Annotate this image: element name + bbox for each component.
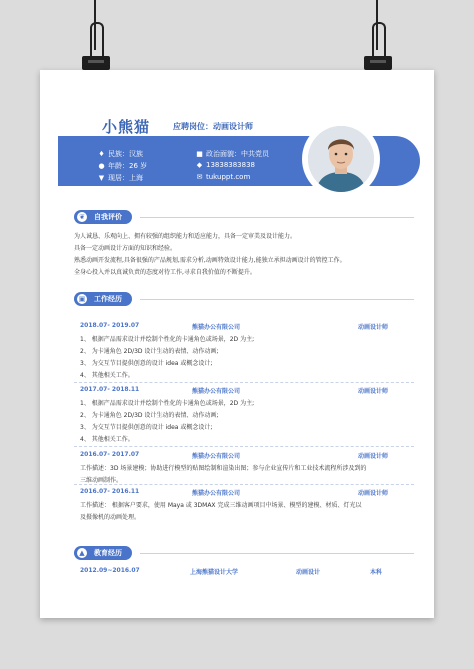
- job-company: 熊猫办公有限公司: [192, 490, 241, 497]
- self-eval-line: 具备一定动画设计方面的知识和经验。: [74, 245, 177, 252]
- candidate-name: 小熊猫: [102, 118, 151, 136]
- location-icon: ▼: [98, 174, 105, 182]
- section-title-education: ▲ 教育经历: [74, 546, 132, 560]
- job-duty: 三维动画制作。: [80, 477, 123, 484]
- job-duty: 工作描述： 根据客户要求，使用 Maya 或 3DMAX 完成三维动画项目中场景、模型的建模、材质、灯光以: [80, 502, 362, 509]
- cake-icon: ●: [98, 162, 105, 170]
- binder-clip-right: [360, 0, 396, 80]
- graduation-cap-icon: ▲: [77, 548, 87, 558]
- mail-icon: ✉: [196, 173, 203, 181]
- leaf-icon: ❦: [77, 212, 87, 222]
- job-company: 熊猫办公有限公司: [192, 453, 241, 460]
- job-company: 熊猫办公有限公司: [192, 388, 241, 395]
- self-eval-line: 全身心投入并以真诚负责的态度对待工作,寻求自我价值的不断提升。: [74, 269, 256, 276]
- profile-photo: [308, 126, 374, 192]
- user-icon: ♦: [98, 150, 105, 158]
- applied-position: 应聘岗位：动画设计师: [173, 122, 253, 131]
- edu-date: 2012.09~2016.07: [80, 567, 140, 574]
- info-ethnicity: ♦ 民族：汉族: [98, 150, 143, 158]
- job-duty: 2、 为卡通角色 2D/3D 设计生动的表情、动作动画;: [80, 412, 219, 419]
- job-duty: 2、 为卡通角色 2D/3D 设计生动的表情、动作动画;: [80, 348, 219, 355]
- resume-page: [40, 70, 434, 618]
- binder-clip-left: [78, 0, 114, 80]
- section-title-work: ▣ 工作经历: [74, 292, 132, 306]
- job-duty: 1、 根据产品需求设计并绘制个性化的卡通角色或场景，2D 为主;: [80, 400, 255, 407]
- job-role: 动画设计师: [358, 453, 389, 460]
- info-age: ● 年龄：26 岁: [98, 162, 148, 170]
- info-email: ✉ tukuppt.com: [196, 173, 251, 181]
- job-date: 2017.07- 2018.11: [80, 386, 140, 393]
- edu-major: 动画设计: [296, 569, 321, 576]
- info-residence: ▼ 现居：上海: [98, 174, 143, 182]
- job-divider: [74, 382, 414, 383]
- job-duty: 3、 为交互节目提供创意的设计 idea 或概念设计;: [80, 424, 213, 431]
- job-company: 熊猫办公有限公司: [192, 324, 241, 331]
- job-duty: 工作描述：3D 场景建模；协助进行模型的贴图绘制和渲染出图；参与企业宣传片和工业技术流程所涉及到的: [80, 465, 367, 472]
- section-rule: [140, 299, 414, 300]
- edu-school: 上海熊猫设计大学: [190, 569, 239, 576]
- job-divider: [74, 484, 414, 485]
- edu-degree: 本科: [370, 569, 383, 576]
- job-role: 动画设计师: [358, 324, 389, 331]
- job-duty: 4、 其他相关工作。: [80, 436, 134, 443]
- self-eval-line: 为人诚恳、乐观向上、拥有较强的组织能力和适应能力，具备一定审美及设计能力。: [74, 233, 297, 240]
- section-title-self-eval: ❦ 自我评价: [74, 210, 132, 224]
- job-duty: 3、 为交互节目提供创意的设计 idea 或概念设计;: [80, 360, 213, 367]
- job-date: 2016.07- 2017.07: [80, 451, 140, 458]
- briefcase-icon: ▣: [78, 295, 86, 303]
- phone-icon: ◆: [196, 161, 203, 169]
- job-role: 动画设计师: [358, 388, 389, 395]
- job-role: 动画设计师: [358, 490, 389, 497]
- job-date: 2018.07- 2019.07: [80, 322, 140, 329]
- job-date: 2016.07- 2016.11: [80, 488, 140, 495]
- info-phone: ◆ 13838383838: [196, 161, 255, 169]
- job-duty: 及摄像机的动画处理。: [80, 514, 141, 521]
- info-political: ■ 政治面貌：中共党员: [196, 150, 269, 158]
- job-divider: [74, 446, 414, 447]
- section-rule: [140, 553, 414, 554]
- job-duty: 4、 其他相关工作。: [80, 372, 134, 379]
- job-duty: 1、 根据产品需求设计并绘制个性化的卡通角色或场景，2D 为主;: [80, 336, 255, 343]
- flag-icon: ■: [196, 150, 203, 158]
- section-rule: [140, 217, 414, 218]
- self-eval-line: 熟悉动画开发流程,具备很强的产品规划,需求分析,动画特效设计能力,能独立承担动画设计的管控工作。: [74, 257, 346, 264]
